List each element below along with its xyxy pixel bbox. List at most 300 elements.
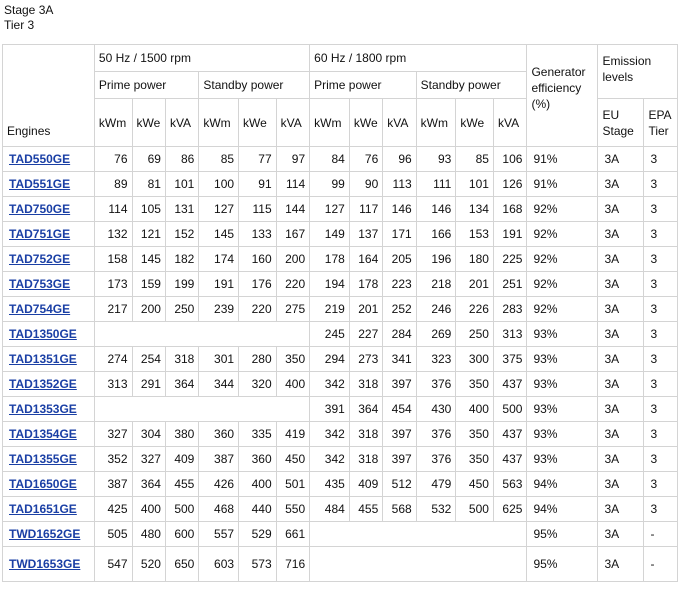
- value-cell: 455: [349, 497, 382, 522]
- standby-50: Standby power: [199, 72, 310, 99]
- value-cell: 283: [493, 297, 527, 322]
- value-cell: 327: [94, 422, 132, 447]
- value-cell: 145: [132, 247, 165, 272]
- value-cell: 178: [310, 247, 350, 272]
- value-cell: 352: [94, 447, 132, 472]
- value-cell: 131: [165, 197, 198, 222]
- value-cell: 176: [239, 272, 277, 297]
- efficiency-cell: 92%: [527, 272, 598, 297]
- value-cell: 500: [165, 497, 198, 522]
- value-cell: 173: [94, 272, 132, 297]
- value-cell: 100: [199, 172, 239, 197]
- value-cell: 430: [416, 397, 456, 422]
- value-cell: 126: [493, 172, 527, 197]
- value-cell: 111: [416, 172, 456, 197]
- table-row: [3, 497, 678, 522]
- eu-stage-cell: 3A: [598, 297, 644, 322]
- value-cell: 274: [94, 347, 132, 372]
- value-cell: 99: [310, 172, 350, 197]
- eu-stage-cell: 3A: [598, 147, 644, 172]
- efficiency-cell: 93%: [527, 447, 598, 472]
- epa-tier-cell: 3: [644, 197, 678, 222]
- value-cell: 425: [94, 497, 132, 522]
- value-cell: 137: [349, 222, 382, 247]
- group-60hz: 60 Hz / 1800 rpm: [310, 45, 527, 72]
- value-cell: 301: [199, 347, 239, 372]
- value-cell: 76: [349, 147, 382, 172]
- value-cell: 455: [165, 472, 198, 497]
- engine-cell: [3, 447, 95, 472]
- value-cell: 364: [165, 372, 198, 397]
- engine-cell: [3, 522, 95, 547]
- col-eu-stage: EU Stage: [598, 99, 644, 147]
- engine-link[interactable]: TAD750GE: [9, 202, 71, 216]
- engine-link[interactable]: TAD1350GE: [9, 327, 77, 341]
- value-cell: 85: [199, 147, 239, 172]
- value-cell: 650: [165, 547, 198, 582]
- value-cell: 194: [310, 272, 350, 297]
- table-row: [3, 472, 678, 497]
- empty-cell-v60: [310, 522, 527, 547]
- value-cell: 205: [383, 247, 416, 272]
- value-cell: 133: [239, 222, 277, 247]
- epa-tier-cell: 3: [644, 422, 678, 447]
- value-cell: 313: [94, 372, 132, 397]
- engine-cell: [3, 247, 95, 272]
- eu-stage-cell: 3A: [598, 522, 644, 547]
- value-cell: 505: [94, 522, 132, 547]
- value-cell: 132: [94, 222, 132, 247]
- value-cell: 387: [94, 472, 132, 497]
- engine-cell: [3, 222, 95, 247]
- engine-link[interactable]: TAD754GE: [9, 302, 71, 316]
- value-cell: 419: [276, 422, 310, 447]
- value-cell: 127: [310, 197, 350, 222]
- table-row: [3, 547, 678, 582]
- value-cell: 603: [199, 547, 239, 582]
- table-row: [3, 197, 678, 222]
- unit-kwm: kWm: [310, 99, 350, 147]
- epa-tier-cell: 3: [644, 322, 678, 347]
- value-cell: 200: [276, 247, 310, 272]
- engine-cell: [3, 372, 95, 397]
- efficiency-cell: 93%: [527, 397, 598, 422]
- value-cell: 81: [132, 172, 165, 197]
- value-cell: 117: [349, 197, 382, 222]
- value-cell: 520: [132, 547, 165, 582]
- epa-tier-cell: 3: [644, 497, 678, 522]
- value-cell: 77: [239, 147, 277, 172]
- efficiency-cell: 95%: [527, 522, 598, 547]
- unit-kva: kVA: [276, 99, 310, 147]
- efficiency-cell: 93%: [527, 422, 598, 447]
- value-cell: 300: [456, 347, 494, 372]
- value-cell: 400: [132, 497, 165, 522]
- efficiency-cell: 92%: [527, 297, 598, 322]
- value-cell: 437: [493, 422, 527, 447]
- unit-kwe: kWe: [132, 99, 165, 147]
- value-cell: 350: [456, 447, 494, 472]
- value-cell: 426: [199, 472, 239, 497]
- unit-kwe: kWe: [456, 99, 494, 147]
- value-cell: 227: [349, 322, 382, 347]
- engine-cell: [3, 397, 95, 422]
- epa-tier-cell: 3: [644, 297, 678, 322]
- value-cell: 435: [310, 472, 350, 497]
- epa-tier-cell: -: [644, 547, 678, 582]
- engine-cell: [3, 497, 95, 522]
- value-cell: 547: [94, 547, 132, 582]
- value-cell: 196: [416, 247, 456, 272]
- value-cell: 226: [456, 297, 494, 322]
- value-cell: 178: [349, 272, 382, 297]
- table-row: [3, 322, 678, 347]
- value-cell: 291: [132, 372, 165, 397]
- epa-tier-cell: 3: [644, 172, 678, 197]
- table-row: [3, 347, 678, 372]
- value-cell: 364: [132, 472, 165, 497]
- engine-cell: [3, 547, 95, 582]
- value-cell: 97: [276, 147, 310, 172]
- value-cell: 269: [416, 322, 456, 347]
- value-cell: 200: [132, 297, 165, 322]
- value-cell: 89: [94, 172, 132, 197]
- value-cell: 246: [416, 297, 456, 322]
- table-row: [3, 397, 678, 422]
- value-cell: 159: [132, 272, 165, 297]
- value-cell: 220: [239, 297, 277, 322]
- value-cell: 191: [199, 272, 239, 297]
- value-cell: 573: [239, 547, 277, 582]
- unit-kva: kVA: [493, 99, 527, 147]
- eu-stage-cell: 3A: [598, 172, 644, 197]
- engine-link[interactable]: TAD1651GE: [9, 502, 77, 516]
- value-cell: 280: [239, 347, 277, 372]
- value-cell: 254: [132, 347, 165, 372]
- value-cell: 501: [276, 472, 310, 497]
- table-row: [3, 447, 678, 472]
- value-cell: 220: [276, 272, 310, 297]
- value-cell: 69: [132, 147, 165, 172]
- value-cell: 167: [276, 222, 310, 247]
- efficiency-cell: 93%: [527, 347, 598, 372]
- value-cell: 376: [416, 447, 456, 472]
- value-cell: 115: [239, 197, 277, 222]
- engine-link[interactable]: TAD752GE: [9, 252, 71, 266]
- value-cell: 223: [383, 272, 416, 297]
- unit-kva: kVA: [383, 99, 416, 147]
- value-cell: 350: [456, 372, 494, 397]
- engine-cell: [3, 472, 95, 497]
- prime-50: Prime power: [94, 72, 198, 99]
- unit-kva: kVA: [165, 99, 198, 147]
- engine-cell: [3, 322, 95, 347]
- eu-stage-cell: 3A: [598, 397, 644, 422]
- value-cell: 563: [493, 472, 527, 497]
- engine-link[interactable]: TAD1351GE: [9, 352, 77, 366]
- value-cell: 437: [493, 372, 527, 397]
- value-cell: 168: [493, 197, 527, 222]
- epa-tier-cell: 3: [644, 272, 678, 297]
- engine-cell: [3, 297, 95, 322]
- value-cell: 93: [416, 147, 456, 172]
- eu-stage-cell: 3A: [598, 197, 644, 222]
- unit-kwm: kWm: [199, 99, 239, 147]
- eu-stage-cell: 3A: [598, 497, 644, 522]
- value-cell: 341: [383, 347, 416, 372]
- table-row: [3, 172, 678, 197]
- value-cell: 625: [493, 497, 527, 522]
- value-cell: 182: [165, 247, 198, 272]
- efficiency-cell: 91%: [527, 147, 598, 172]
- value-cell: 284: [383, 322, 416, 347]
- col-engines: Engines: [3, 45, 95, 147]
- value-cell: 90: [349, 172, 382, 197]
- value-cell: 114: [276, 172, 310, 197]
- engine-link[interactable]: TAD1355GE: [9, 452, 77, 466]
- col-gen-efficiency: Generator efficiency (%): [527, 45, 598, 147]
- value-cell: 106: [493, 147, 527, 172]
- value-cell: 158: [94, 247, 132, 272]
- value-cell: 225: [493, 247, 527, 272]
- efficiency-cell: 91%: [527, 172, 598, 197]
- tier-title: Tier 3: [4, 18, 35, 32]
- value-cell: 127: [199, 197, 239, 222]
- table-body: [3, 147, 678, 582]
- engine-link[interactable]: TAD550GE: [9, 152, 71, 166]
- value-cell: 529: [239, 522, 277, 547]
- engine-link[interactable]: TAD751GE: [9, 227, 71, 241]
- value-cell: 134: [456, 197, 494, 222]
- eu-stage-cell: 3A: [598, 472, 644, 497]
- value-cell: 512: [383, 472, 416, 497]
- value-cell: 313: [493, 322, 527, 347]
- value-cell: 153: [456, 222, 494, 247]
- engine-link[interactable]: TWD1652GE: [9, 527, 81, 541]
- engine-table: [2, 44, 678, 582]
- engine-cell: [3, 347, 95, 372]
- value-cell: 400: [276, 372, 310, 397]
- value-cell: 500: [493, 397, 527, 422]
- unit-kwe: kWe: [239, 99, 277, 147]
- value-cell: 101: [165, 172, 198, 197]
- table-row: [3, 522, 678, 547]
- value-cell: 304: [132, 422, 165, 447]
- value-cell: 239: [199, 297, 239, 322]
- value-cell: 250: [165, 297, 198, 322]
- engine-link[interactable]: TWD1653GE: [9, 557, 81, 571]
- table-row: [3, 247, 678, 272]
- epa-tier-cell: 3: [644, 372, 678, 397]
- eu-stage-cell: 3A: [598, 222, 644, 247]
- value-cell: 251: [493, 272, 527, 297]
- value-cell: 454: [383, 397, 416, 422]
- epa-tier-cell: 3: [644, 222, 678, 247]
- value-cell: 376: [416, 372, 456, 397]
- epa-tier-cell: 3: [644, 247, 678, 272]
- value-cell: 318: [349, 372, 382, 397]
- efficiency-cell: 92%: [527, 247, 598, 272]
- efficiency-cell: 93%: [527, 322, 598, 347]
- value-cell: 500: [456, 497, 494, 522]
- value-cell: 397: [383, 447, 416, 472]
- col-epa-tier: EPA Tier: [644, 99, 678, 147]
- epa-tier-cell: 3: [644, 347, 678, 372]
- eu-stage-cell: 3A: [598, 422, 644, 447]
- engine-link[interactable]: TAD1352GE: [9, 377, 77, 391]
- value-cell: 114: [94, 197, 132, 222]
- stage-title: Stage 3A: [4, 3, 54, 17]
- value-cell: 219: [310, 297, 350, 322]
- value-cell: 327: [132, 447, 165, 472]
- value-cell: 250: [456, 322, 494, 347]
- engine-cell: [3, 197, 95, 222]
- value-cell: 149: [310, 222, 350, 247]
- empty-cell-v60: [310, 547, 527, 582]
- value-cell: 105: [132, 197, 165, 222]
- value-cell: 146: [416, 197, 456, 222]
- value-cell: 350: [276, 347, 310, 372]
- value-cell: 96: [383, 147, 416, 172]
- value-cell: 342: [310, 372, 350, 397]
- value-cell: 387: [199, 447, 239, 472]
- value-cell: 409: [349, 472, 382, 497]
- table-row: [3, 147, 678, 172]
- value-cell: 397: [383, 422, 416, 447]
- efficiency-cell: 93%: [527, 372, 598, 397]
- empty-cell-v50: [94, 322, 309, 347]
- engine-cell: [3, 147, 95, 172]
- value-cell: 201: [349, 297, 382, 322]
- value-cell: 440: [239, 497, 277, 522]
- value-cell: 145: [199, 222, 239, 247]
- value-cell: 318: [165, 347, 198, 372]
- title-block: [4, 3, 53, 33]
- value-cell: 437: [493, 447, 527, 472]
- value-cell: 85: [456, 147, 494, 172]
- efficiency-cell: 94%: [527, 472, 598, 497]
- value-cell: 160: [239, 247, 277, 272]
- value-cell: 273: [349, 347, 382, 372]
- value-cell: 113: [383, 172, 416, 197]
- engine-link[interactable]: TAD1354GE: [9, 427, 77, 441]
- engine-link[interactable]: TAD1353GE: [9, 402, 77, 416]
- efficiency-cell: 94%: [527, 497, 598, 522]
- value-cell: 218: [416, 272, 456, 297]
- value-cell: 180: [456, 247, 494, 272]
- efficiency-cell: 95%: [527, 547, 598, 582]
- value-cell: 600: [165, 522, 198, 547]
- value-cell: 201: [456, 272, 494, 297]
- value-cell: 199: [165, 272, 198, 297]
- value-cell: 191: [493, 222, 527, 247]
- value-cell: 335: [239, 422, 277, 447]
- eu-stage-cell: 3A: [598, 322, 644, 347]
- epa-tier-cell: -: [644, 522, 678, 547]
- value-cell: 532: [416, 497, 456, 522]
- value-cell: 121: [132, 222, 165, 247]
- efficiency-cell: 92%: [527, 222, 598, 247]
- standby-60: Standby power: [416, 72, 527, 99]
- value-cell: 364: [349, 397, 382, 422]
- table-row: [3, 297, 678, 322]
- value-cell: 360: [239, 447, 277, 472]
- value-cell: 375: [493, 347, 527, 372]
- value-cell: 217: [94, 297, 132, 322]
- value-cell: 716: [276, 547, 310, 582]
- engine-link[interactable]: TAD551GE: [9, 177, 71, 191]
- eu-stage-cell: 3A: [598, 247, 644, 272]
- unit-kwm: kWm: [416, 99, 456, 147]
- table-row: [3, 422, 678, 447]
- eu-stage-cell: 3A: [598, 447, 644, 472]
- value-cell: 397: [383, 372, 416, 397]
- epa-tier-cell: 3: [644, 447, 678, 472]
- value-cell: 342: [310, 447, 350, 472]
- value-cell: 568: [383, 497, 416, 522]
- value-cell: 146: [383, 197, 416, 222]
- value-cell: 171: [383, 222, 416, 247]
- table-row: [3, 222, 678, 247]
- eu-stage-cell: 3A: [598, 372, 644, 397]
- value-cell: 661: [276, 522, 310, 547]
- value-cell: 84: [310, 147, 350, 172]
- col-emission: Emission levels: [598, 45, 678, 99]
- eu-stage-cell: 3A: [598, 547, 644, 582]
- epa-tier-cell: 3: [644, 147, 678, 172]
- value-cell: 450: [456, 472, 494, 497]
- value-cell: 484: [310, 497, 350, 522]
- value-cell: 245: [310, 322, 350, 347]
- value-cell: 360: [199, 422, 239, 447]
- value-cell: 318: [349, 422, 382, 447]
- engine-cell: [3, 172, 95, 197]
- value-cell: 342: [310, 422, 350, 447]
- value-cell: 76: [94, 147, 132, 172]
- value-cell: 252: [383, 297, 416, 322]
- prime-60: Prime power: [310, 72, 417, 99]
- group-50hz: 50 Hz / 1500 rpm: [94, 45, 309, 72]
- empty-cell-v50: [94, 397, 309, 422]
- table-row: [3, 272, 678, 297]
- value-cell: 323: [416, 347, 456, 372]
- value-cell: 294: [310, 347, 350, 372]
- unit-kwe: kWe: [349, 99, 382, 147]
- value-cell: 144: [276, 197, 310, 222]
- engine-cell: [3, 422, 95, 447]
- epa-tier-cell: 3: [644, 472, 678, 497]
- value-cell: 101: [456, 172, 494, 197]
- value-cell: 164: [349, 247, 382, 272]
- eu-stage-cell: 3A: [598, 347, 644, 372]
- value-cell: 550: [276, 497, 310, 522]
- value-cell: 479: [416, 472, 456, 497]
- value-cell: 86: [165, 147, 198, 172]
- engine-link[interactable]: TAD1650GE: [9, 477, 77, 491]
- epa-tier-cell: 3: [644, 397, 678, 422]
- value-cell: 318: [349, 447, 382, 472]
- value-cell: 557: [199, 522, 239, 547]
- value-cell: 350: [456, 422, 494, 447]
- value-cell: 380: [165, 422, 198, 447]
- engine-cell: [3, 272, 95, 297]
- table-row: [3, 372, 678, 397]
- engine-link[interactable]: TAD753GE: [9, 277, 71, 291]
- value-cell: 320: [239, 372, 277, 397]
- eu-stage-cell: 3A: [598, 272, 644, 297]
- value-cell: 468: [199, 497, 239, 522]
- value-cell: 400: [239, 472, 277, 497]
